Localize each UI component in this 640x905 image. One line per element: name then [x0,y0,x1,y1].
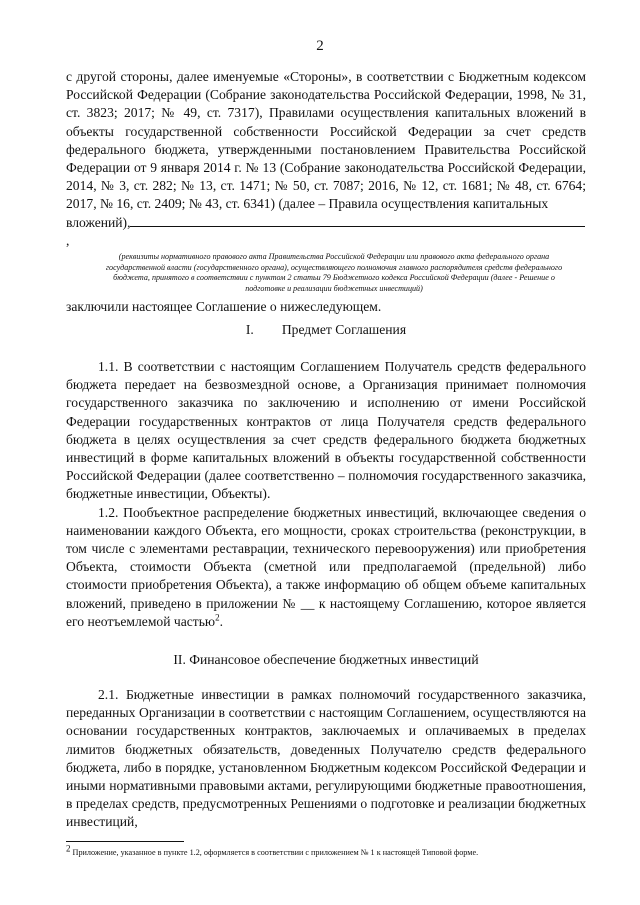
section-1 [66,322,586,631]
clause-2-1: 2.1. Бюджетные инвестиции в рамках полномочий государственного заказчика, переданных Организации в соответствии с настоящим Соглашением, осуществляются на основании государственных контрактов, заключаемых и оплачиваемых в пределах лимитов бюджетных обязательств, доведенных Получателю средств федерального бюджета, либо в порядке, установленном Бюджетным кодексом Российской Федерации и иными нормативными правовыми актами, регулирующими бюджетные правоотношения, в пределах средств, предусмотренных Решениями о подготовке и реализации бюджетных инвестиций, [66,687,586,830]
clause-1-2-text: 1.2. Пообъектное распределение бюджетных инвестиций, включающее сведения о наименовании каждого Объекта, его мощности, сроках строительства (реконструкции, в том числе с элементами реставрации, технического перевооружения) или приобретения Объекта, стоимости Объекта (сметной или предполагаемой (предельной) либо стоимости приобретения Объекта), а также информацию об общем объеме капитальных вложений, приведено в приложении № __ к настоящему Соглашению, которое является его неотъемлемой частью [66,504,586,629]
section-1-title: Предмет Соглашения [281,322,407,337]
intro-last-line-text: вложений), [66,214,131,230]
requisites-blank-line [130,214,585,227]
clause-1-1: 1.1. В соответствии с настоящим Соглашением Получатель средств федерального бюджета передает на безвозмездной основе, а Организация принимает полномочия государственного заказчика по заключению и исполнению от имени Российской Федерации государственных контрактов от лица Получателя средств федерального бюджета в целях осуществления за счет средств федерального бюджета бюджетных инвестиций в форме капитальных вложений в объекты государственной собственности Российской Федерации (далее соответственно – полномочия государственного заказчика, бюджетные инвестиции, Объекты). [66,359,586,502]
concluded-line: заключили настоящее Соглашение о нижеследующем. [66,299,382,315]
footnote-ref-2: 2 [215,612,220,623]
intro-block [66,68,586,317]
intro-comma: , [66,232,70,248]
footnote-separator [66,841,184,842]
requisites-note: (реквизиты нормативного правового акта Правительства Российской Федерации или правового акта федерального органа государственной власти (государственного органа), осуществляющего полномочия главного распорядителя средств федерального бюджета, принятого в соответствии с пунктом 2 статьи 79 Бюджетного кодекса Российской Федерации (далее - Решение о подготовке и реализации бюджетных инвестиций) [105,252,563,293]
clause-1-2 [66,504,586,631]
section-1-number: I. [245,322,254,337]
footnote-mark: 2 [66,843,71,854]
intro-last-line [66,214,586,250]
section-1-heading [66,322,586,338]
section-2-heading: II. Финансовое обеспечение бюджетных инвестиций [173,652,479,667]
intro-paragraph: с другой стороны, далее именуемые «Стороны», в соответствии с Бюджетным кодексом Российской Федерации (Собрание законодательства Российской Федерации, 1998, № 31, ст. 3823; 2017; № 49, ст. 7317), Правилами осуществления капитальных вложений в объекты государственной собственности Российской Федерации за счет средств федерального бюджета, утвержденными постановлением Правительства Российской Федерации от 9 января 2014 г. № 13 (Собрание законодательства Российской Федерации, 2014, № 3, ст. 282; № 13, ст. 1471; № 50, ст. 7087; 2016, № 12, ст. 1681; № 48, ст. 6764; 2017, № 16, ст. 2409; № 43, ст. 6341) (далее – Правила осуществления капитальных [66,69,586,212]
footnote [66,843,586,858]
section-2 [66,652,586,832]
page-number: 2 [316,38,324,54]
footnote-text: Приложение, указанное в пункте 1.2, оформляется в соответствии с приложением № 1 к настоящей Типовой форме. [72,848,479,857]
clause-1-2-end: . [219,613,223,629]
